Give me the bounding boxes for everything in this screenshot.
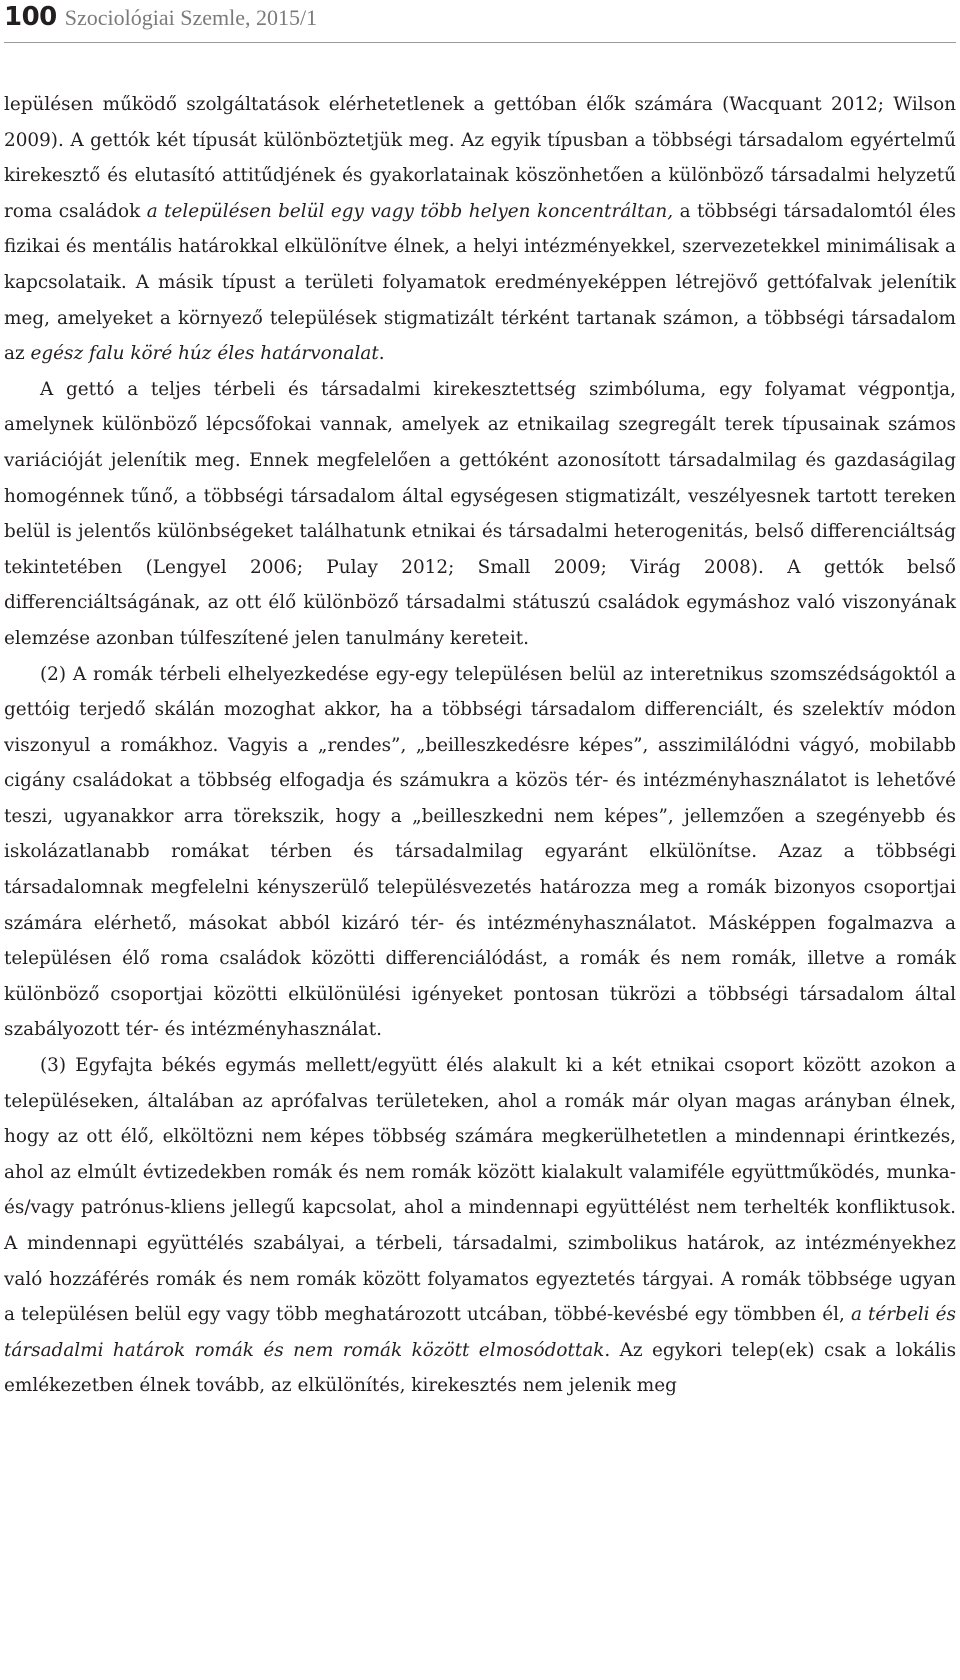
page-header bbox=[4, 0, 956, 36]
header-divider bbox=[4, 42, 956, 43]
paragraph-1 bbox=[4, 87, 956, 372]
journal-title: Szociológiai Szemle, 2015/1 bbox=[64, 5, 318, 30]
paragraph-3 bbox=[4, 657, 956, 1049]
italic-text-run: egész falu köré húz éles határvonalat bbox=[30, 343, 379, 365]
italic-text-run: a településen belül egy vagy több helyen koncentráltan, bbox=[146, 200, 674, 222]
italic-text-run: a térbeli és társadalmi határok romák és nem romák között elmosódottak bbox=[4, 1304, 956, 1361]
text-run: lepülésen működő szolgáltatások elérhetetlenek a gettóban élők számára (Wacquant 2012; Wilson 2009). A gettók két típusát különböztetjük meg. Az egyik típusban a többségi társadalom egyértelmű kirekesztő és elutasító attitűdjének és gyakorlatainak köszönhetően a különböző társadalmi helyzetű roma családok bbox=[4, 94, 956, 222]
text-run: a többségi társadalomtól éles fizikai és mentális határokkal elkülönítve élnek, a helyi intézményekkel, szervezetekkel minimálisak a kapcsolataik. A másik típust a területi folyamatok eredményeképpen létrejövő gettófalvak jelenítik meg, amelyeket a környező települések stigmatizált térként tartanak számon, a többségi társadalom az bbox=[4, 200, 956, 365]
body-text bbox=[4, 87, 956, 1404]
text-run: (3) Egyfajta békés egymás mellett/együtt élés alakult ki a két etnikai csoport között azokon a településeken, általában az aprófalvas területeken, ahol a romák már olyan magas arányban élnek, hogy az ott élő, elköltözni nem képes többség számára megkerülhetetlen a mindennapi érintkezés, ahol az elmúlt évtizedekben romák és nem romák között kialakult valamiféle együttműködés, munka- és/vagy patrónus-kliens jellegű kapcsolat, ahol a mindennapi együttélést nem terhelték konfliktusok. A mindennapi együttélés szabályai, a térbeli, társadalmi, szimbolikus határok, az intézményekhez való hozzáférés romák és nem romák között folyamatos egyeztetés tárgyai. A romák többsége ugyan a településen belül egy vagy több meghatározott utcában, többé-kevésbé egy tömbben él, bbox=[4, 1055, 956, 1326]
text-run: . Az egykori telep(ek) csak a lokális emlékezetben élnek tovább, az elkülönítés, kirekesztés nem jelenik meg bbox=[4, 1339, 957, 1397]
text-run: (2) A romák térbeli elhelyezkedése egy-egy településen belül az interetnikus szomszédságoktól a gettóig terjedő skálán mozoghat akkor, ha a többségi társadalom differenciált, és szelektív módon viszonyul a romákhoz. Vagyis a „rendes”, „beilleszkedésre képes”, asszimilálódni vágyó, mobilabb cigány családokat a többség elfogadja és számukra a közös tér- és intézményhasználatot is lehetővé teszi, ugyanakkor arra törekszik, hogy a „beilleszkedni nem képes”, jellemzően a szegényebb és iskolázatlanabb romákat térben és társadalmilag egyaránt elkülönítse. Azaz a többségi társadalomnak megfelelni kényszerülő településvezetés határozza meg a romák bizonyos csoportjai számára elérhető, másokat abból kizáró tér- és intézményhasználatot. Másképpen fogalmazva a településen élő roma családok közötti differenciálódást, a romák és nem romák, illetve a romák különböző csoportjai közötti elkülönülési igényeket pontosan tükrözi a többségi társadalom által szabályozott tér- és intézményhasználat. bbox=[4, 663, 956, 1041]
paragraph-4 bbox=[4, 1048, 956, 1404]
text-run: . bbox=[378, 343, 385, 365]
paragraph-2 bbox=[4, 372, 956, 657]
text-run: A gettó a teljes térbeli és társadalmi kirekesztettség szimbóluma, egy folyamat végpontja, amelynek különböző lépcsőfokai vannak, amelyek az etnikailag szegregált terek típusainak számos variációját jelenítik meg. Ennek megfelelően a gettóként azonosított társadalmilag és gazdaságilag homogénnek tűnő, a többségi társadalom által egységesen stigmatizált, veszélyesnek tartott tereken belül is jelentős különbségeket találhatunk etnikai és társadalmi heterogenitás, belső differenciáltság tekintetében (Lengyel 2006; Pulay 2012; Small 2009; Virág 2008). A gettók belső differenciáltságának, az ott élő különböző társadalmi státuszú családok egymáshoz való viszonyának elemzése azonban túlfeszítené jelen tanulmány kereteit. bbox=[4, 378, 956, 649]
page-number: 100 bbox=[4, 2, 57, 32]
